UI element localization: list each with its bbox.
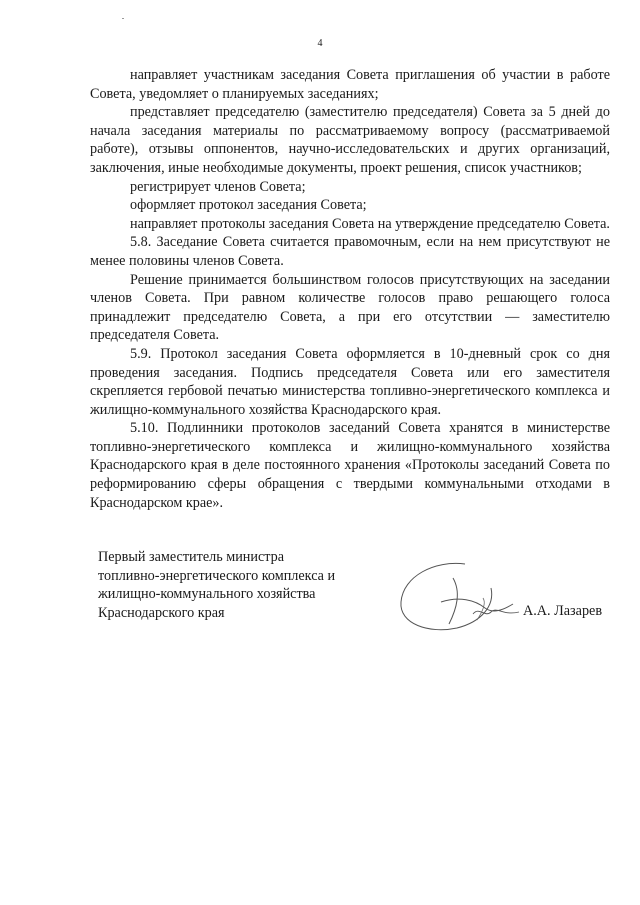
- signatory-title-line: топливно-энергетического комплекса и: [98, 567, 336, 584]
- handwritten-signature-icon: [395, 558, 525, 636]
- page-number: 4: [317, 38, 323, 49]
- paragraph-protocol: оформляет протокол заседания Совета;: [130, 197, 367, 214]
- paragraph-invitations: направляет участникам заседания Совета приглашения об участии в работе Совета, уведомляет о планируемых заседаниях;: [90, 67, 610, 102]
- signature-block: [90, 548, 610, 638]
- paragraph-materials: представляет председателю (заместителю председателя) Совета за 5 дней до начала заседания материалы по рассматриваемому вопросу (рассматриваемой работе), отзывы оппонентов, научно-исследовательских и других организаций, заключения, иные необходимые документы, проект решения, список участников;: [90, 104, 610, 176]
- paragraph-5-9: 5.9. Протокол заседания Совета оформляется в 10-дневный срок со дня проведения заседания. Подпись председателя Совета или его заместителя скрепляется гербовой печатью министерства топливно-энергетического комплекса и жилищно-коммунального хозяйства Краснодарского края.: [90, 345, 610, 418]
- paragraph-5-10: 5.10. Подлинники протоколов заседаний Совета хранятся в министерстве топливно-энергетического комплекса и жилищно-коммунального хозяйства Краснодарского края в деле постоянного хранения «Протоколы заседаний Совета по реформированию сферы обращения с твердыми коммунальными отходами в Краснодарском крае».: [90, 420, 610, 511]
- signatory-title-line: жилищно-коммунального хозяйства: [98, 586, 316, 603]
- signatory-name: А.А. Лазарев: [523, 603, 603, 619]
- paragraph-5-8: 5.8. Заседание Совета считается правомочным, если на нем присутствуют не менее половины членов Совета.: [90, 234, 610, 269]
- paragraph-approval: направляет протоколы заседания Совета на утверждение председателю Совета.: [130, 215, 610, 232]
- paragraph-decision: Решение принимается большинством голосов присутствующих на заседании членов Совета. При равном количестве голосов право решающего голоса принадлежит председателю Совета, а при его отсутствии — заместителю председателя Совета.: [90, 271, 610, 344]
- signatory-title: [98, 548, 335, 622]
- scan-speck: [122, 18, 124, 19]
- signatory-title-line: Первый заместитель министра: [98, 549, 285, 565]
- document-body: [90, 66, 610, 512]
- signatory-title-line: Краснодарского края: [98, 604, 225, 621]
- paragraph-registers: регистрирует членов Совета;: [130, 178, 306, 195]
